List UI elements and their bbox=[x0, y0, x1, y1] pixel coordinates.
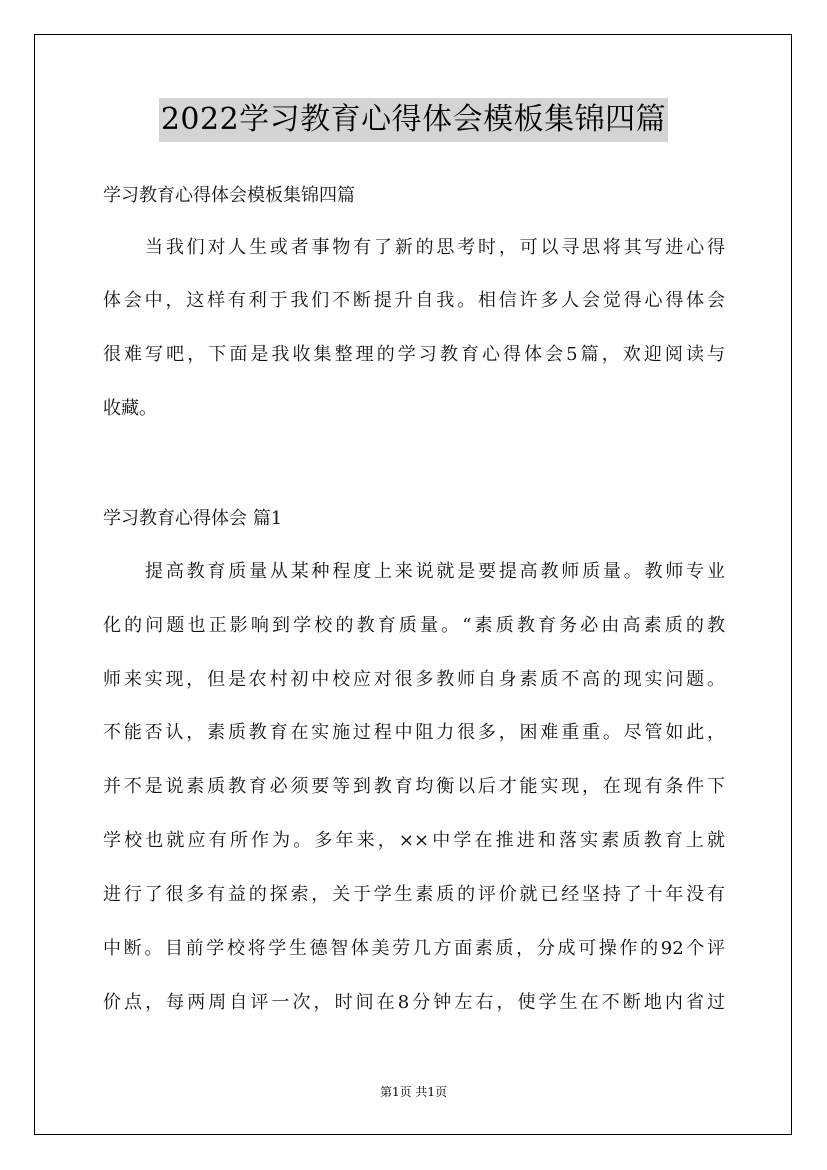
section-line-9: 价点，每两周自评一次，时间在8分钟左右，使学生在不断地内省过 bbox=[103, 992, 725, 1013]
intro-line-3: 很难写吧，下面是我收集整理的学习教育心得体会5篇，欢迎阅读与 bbox=[103, 344, 725, 365]
section-line-5: 并不是说素质教育必须要等到教育均衡以后才能实现，在现有条件下 bbox=[103, 776, 725, 797]
document-title-text: 2022学习教育心得体会模板集锦四篇 bbox=[159, 98, 668, 142]
section-line-7: 进行了很多有益的探索，关于学生素质的评价就已经坚持了十年没有 bbox=[103, 884, 725, 905]
section-line-4: 不能否认，素质教育在实施过程中阻力很多，困难重重。尽管如此， bbox=[103, 722, 725, 743]
document-title bbox=[0, 98, 827, 142]
section-line-3: 师来实现，但是农村初中校应对很多教师自身素质不高的现实问题。 bbox=[103, 669, 725, 690]
section-line-2: 化的问题也正影响到学校的教育质量。“素质教育务必由高素质的教 bbox=[103, 615, 725, 636]
section-line-1: 提高教育质量从某种程度上来说就是要提高教师质量。教师专业 bbox=[145, 561, 725, 582]
intro-line-4: 收藏。 bbox=[103, 398, 157, 419]
section-heading: 学习教育心得体会 篇1 bbox=[103, 508, 283, 529]
subtitle: 学习教育心得体会模板集锦四篇 bbox=[103, 185, 355, 206]
intro-line-1: 当我们对人生或者事物有了新的思考时，可以寻思将其写进心得 bbox=[145, 237, 725, 258]
section-line-6: 学校也就应有所作为。多年来，××中学在推进和落实素质教育上就 bbox=[103, 830, 725, 851]
page-footer: 第1页 共1页 bbox=[379, 1085, 448, 1099]
section-line-8: 中断。目前学校将学生德智体美劳几方面素质，分成可操作的92个评 bbox=[103, 938, 725, 959]
intro-line-2: 体会中，这样有利于我们不断提升自我。相信许多人会觉得心得体会 bbox=[103, 290, 725, 311]
